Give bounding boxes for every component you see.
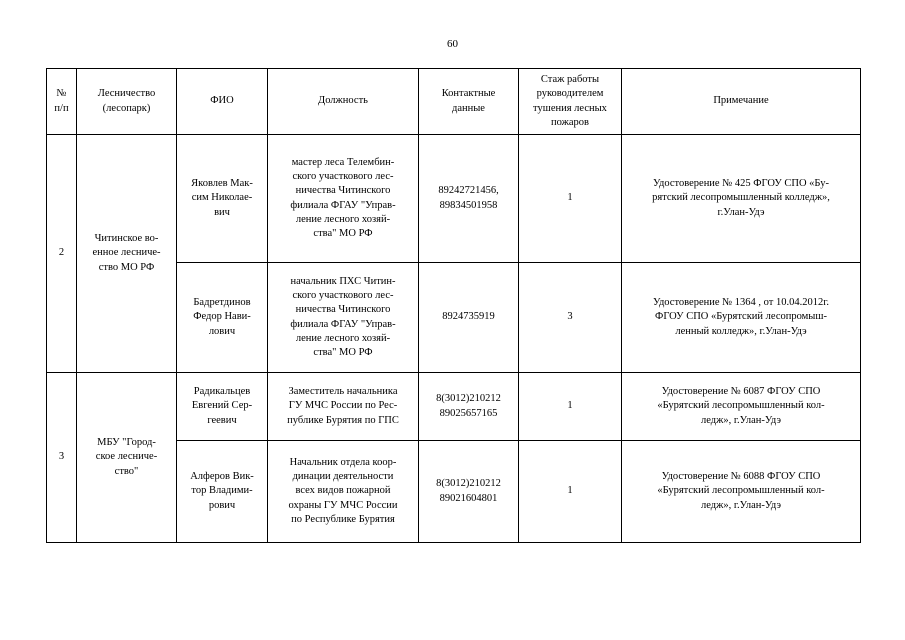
header-forestry: Лесничество (лесопарк) bbox=[77, 69, 177, 135]
person-experience: 1 bbox=[519, 441, 622, 543]
person-experience: 1 bbox=[519, 373, 622, 441]
person-name: Бадретдинов Федор Нави- лович bbox=[177, 263, 268, 373]
header-experience: Стаж работы руководителем тушения лесных пожаров bbox=[519, 69, 622, 135]
header-position: Должность bbox=[268, 69, 419, 135]
person-name: Яковлев Мак- сим Николае- вич bbox=[177, 135, 268, 263]
person-contacts: 8(3012)210212 89025657165 bbox=[419, 373, 519, 441]
person-contacts: 8924735919 bbox=[419, 263, 519, 373]
person-contacts: 89242721456, 89834501958 bbox=[419, 135, 519, 263]
forestry-name: Читинское во- енное лесниче- ство МО РФ bbox=[77, 135, 177, 373]
person-note: Удостоверение № 1364 , от 10.04.2012г. ФГОУ СПО «Бурятский лесопромыш- ленный колледж», г.Улан-Удэ bbox=[622, 263, 861, 373]
person-note: Удостоверение № 6088 ФГОУ СПО «Бурятский лесопромышленный кол- ледж», г.Улан-Удэ bbox=[622, 441, 861, 543]
person-name: Радикальцев Евгений Сер- геевич bbox=[177, 373, 268, 441]
person-name: Алферов Вик- тор Владими- рович bbox=[177, 441, 268, 543]
person-experience: 3 bbox=[519, 263, 622, 373]
header-contacts: Контактные данные bbox=[419, 69, 519, 135]
table-row bbox=[47, 373, 861, 441]
person-position: Начальник отдела коор- динации деятельности всех видов пожарной охраны ГУ МЧС России по Республике Бурятия bbox=[268, 441, 419, 543]
person-experience: 1 bbox=[519, 135, 622, 263]
table-row bbox=[47, 135, 861, 263]
header-name: ФИО bbox=[177, 69, 268, 135]
table-header-row bbox=[47, 69, 861, 135]
page-number: 60 bbox=[447, 38, 458, 50]
forestry-name: МБУ "Город- ское лесниче- ство" bbox=[77, 373, 177, 543]
person-position: начальник ПХС Читин- ского участкового лес- ничества Читинского филиала ФГАУ "Управ- ление лесного хозяй- ства" МО РФ bbox=[268, 263, 419, 373]
header-note: Примечание bbox=[622, 69, 861, 135]
person-note: Удостоверение № 6087 ФГОУ СПО «Бурятский лесопромышленный кол- ледж», г.Улан-Удэ bbox=[622, 373, 861, 441]
row-number: 3 bbox=[47, 373, 77, 543]
person-position: мастер леса Телембин- ского участкового лес- ничества Читинского филиала ФГАУ "Управ- ление лесного хозяй- ства" МО РФ bbox=[268, 135, 419, 263]
header-num: № п/п bbox=[47, 69, 77, 135]
person-contacts: 8(3012)210212 89021604801 bbox=[419, 441, 519, 543]
row-number: 2 bbox=[47, 135, 77, 373]
person-note: Удостоверение № 425 ФГОУ СПО «Бу- рятский лесопромышленный колледж», г.Улан-Удэ bbox=[622, 135, 861, 263]
person-position: Заместитель начальника ГУ МЧС России по Рес- публике Бурятия по ГПС bbox=[268, 373, 419, 441]
fire-chiefs-table bbox=[46, 68, 861, 543]
